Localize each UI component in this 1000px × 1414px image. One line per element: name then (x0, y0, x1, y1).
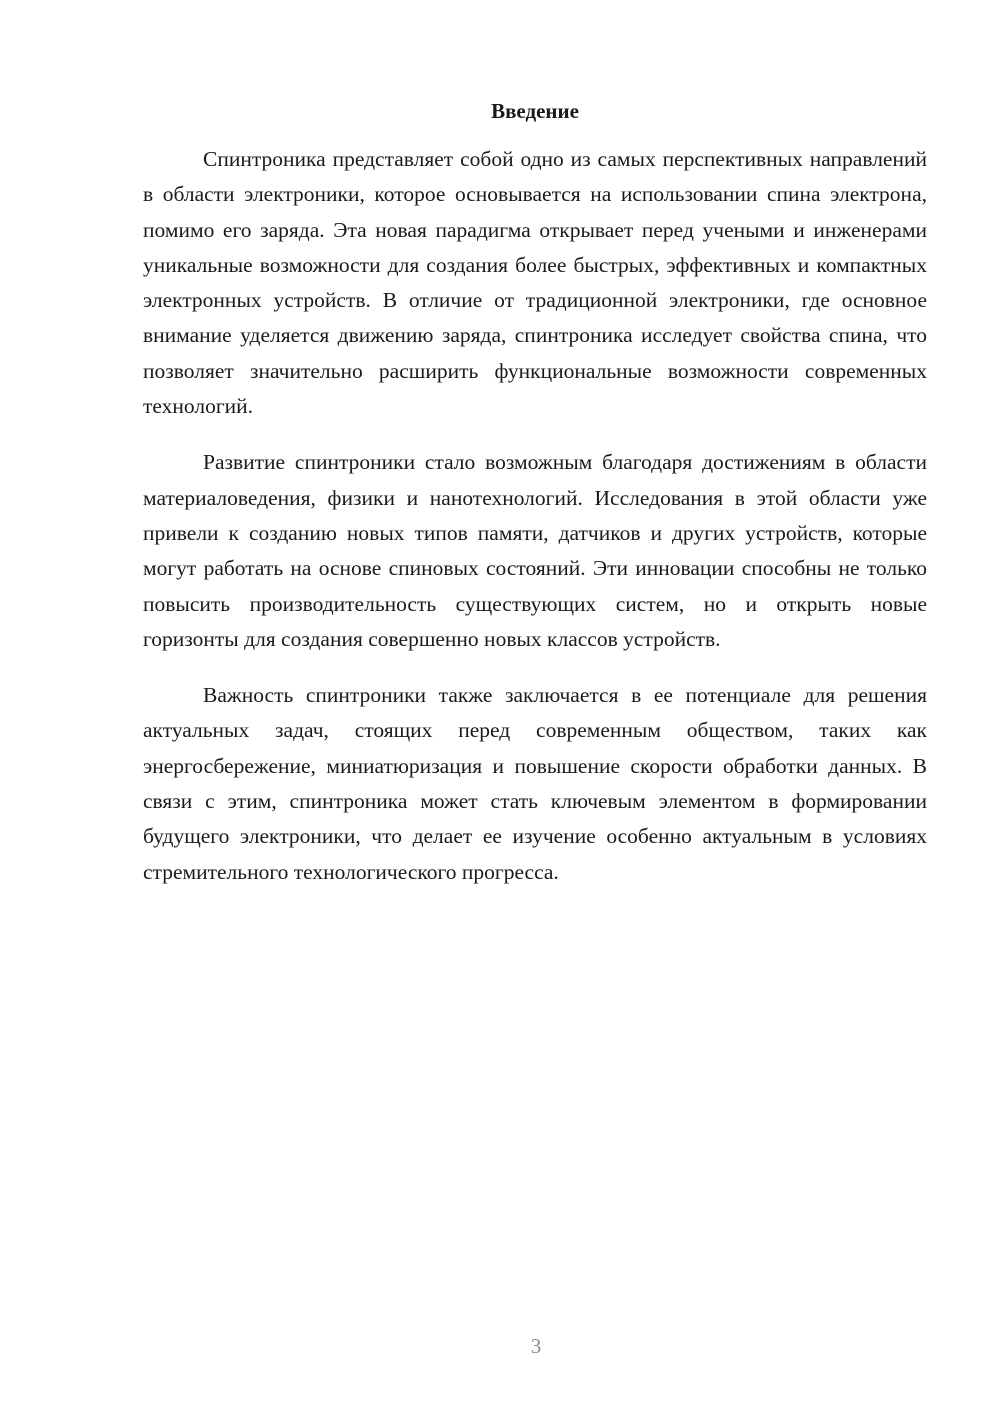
paragraph-1: Спинтроника представляет собой одно из самых перспективных направлений в области электроники, которое основывается на использовании спина электрона, помимо его заряда. Эта новая парадигма открывает перед учеными и инженерами уникальные возможности для создания более быстрых, эффективных и компактных электронных устройств. В отличие от традиционной электроники, где основное внимание уделяется движению заряда, спинтроника исследует свойства спина, что позволяет значительно расширить функциональные возможности современных технологий. (143, 147, 927, 419)
section-body (143, 142, 927, 911)
section-heading: Введение (491, 99, 579, 123)
page-number: 3 (530, 1334, 542, 1358)
paragraph-2: Развитие спинтроники стало возможным благодаря достижениям в области материаловедения, физики и нанотехнологий. Исследования в этой области уже привели к созданию новых типов памяти, датчиков и других устройств, которые могут работать на основе спиновых состояний. Эти инновации способны не только повысить производительность существующих систем, но и открыть новые горизонты для создания совершенно новых классов устройств. (143, 450, 927, 651)
paragraph-3: Важность спинтроники также заключается в ее потенциале для решения актуальных задач, стоящих перед современным обществом, таких как энергосбережение, миниатюризация и повышение скорости обработки данных. В связи с этим, спинтроника может стать ключевым элементом в формировании будущего электроники, что делает ее изучение особенно актуальным в условиях стремительного технологического прогресса. (143, 683, 927, 884)
